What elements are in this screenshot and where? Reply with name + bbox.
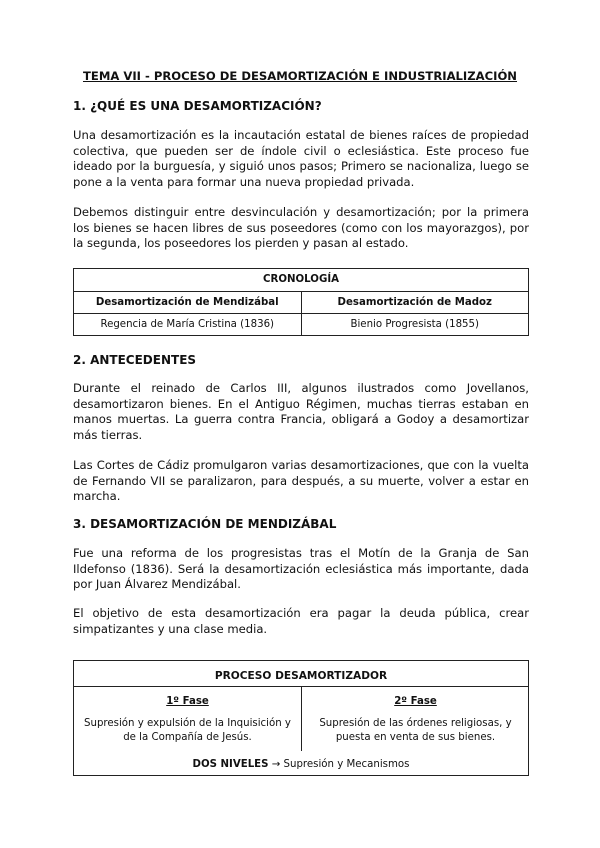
process-table-title: PROCESO DESAMORTIZADOR — [214, 670, 388, 682]
section-heading-1: 1. ¿QUÉ ES UNA DESAMORTIZACIÓN? — [73, 99, 322, 113]
section-1-paragraph-2: Debemos distinguir entre desvinculación y desamortización; por la primera los bienes se hacen libres de sus poseedores (como con los mayorazgos), por la segunda, los poseedores los pierden y pasan al estado. — [73, 205, 529, 251]
footer-levels-text: Supresión y Mecanismos — [283, 759, 410, 770]
chronology-col-mendizabal: Desamortización de Mendizábal — [74, 292, 302, 314]
chronology-table-title: CRONOLOGÍA — [74, 269, 529, 292]
section-2-paragraph-1: Durante el reinado de Carlos III, algunos ilustrados como Jovellanos, desamortizaron bienes. En el Antiguo Régimen, muchas tierras estaban en manos muertas. La guerra contra Francia, obligará a Godoy a desamortizar más tierras. — [73, 381, 529, 442]
phase-2-text: Supresión de las órdenes religiosas, y puesta en venta de sus bienes. — [319, 718, 512, 743]
process-table — [73, 660, 529, 776]
chronology-col-madoz: Desamortización de Madoz — [301, 292, 529, 314]
chronology-table — [73, 268, 529, 336]
phase-1-text: Supresión y expulsión de la Inquisición y de la Compañía de Jesús. — [84, 718, 291, 743]
process-table-footer — [74, 757, 528, 773]
arrow-right-icon: → — [271, 759, 281, 770]
section-3-paragraph-2: El objetivo de esta desamortización era pagar la deuda pública, crear simpatizantes y una clase media. — [73, 606, 529, 636]
section-2-paragraph-2: Las Cortes de Cádiz promulgaron varias desamortizaciones, que con la vuelta de Fernando VII se paralizaron, para después, a su muerte, volver a estar en marcha. — [73, 458, 529, 504]
phase-1-label: 1º Fase — [166, 696, 209, 707]
chronology-cell-mendizabal: Regencia de María Cristina (1836) — [74, 314, 302, 336]
phase-2-label: 2º Fase — [394, 696, 437, 707]
section-heading-3: 3. DESAMORTIZACIÓN DE MENDIZÁBAL — [73, 517, 337, 531]
section-3-paragraph-1: Fue una reforma de los progresistas tras el Motín de la Granja de San Ildefonso (1836). Será la desamortización eclesiástica más importante, dada por Juan Álvarez Mendizábal. — [73, 546, 529, 592]
section-1-paragraph-1: Una desamortización es la incautación estatal de bienes raíces de propiedad colectiva, que pueden ser de índole civil o eclesiástica. Este proceso fue ideado por la burguesía, y siguió unos pasos; Primero se nacionaliza, luego se pone a la venta para formar una nueva propiedad privada. — [73, 128, 529, 189]
document-title: TEMA VII - PROCESO DE DESAMORTIZACIÓN E INDUSTRIALIZACIÓN — [82, 69, 518, 83]
footer-levels-label: DOS NIVELES — [192, 759, 269, 770]
section-heading-2: 2. ANTECEDENTES — [73, 353, 197, 367]
chronology-cell-madoz: Bienio Progresista (1855) — [301, 314, 529, 336]
